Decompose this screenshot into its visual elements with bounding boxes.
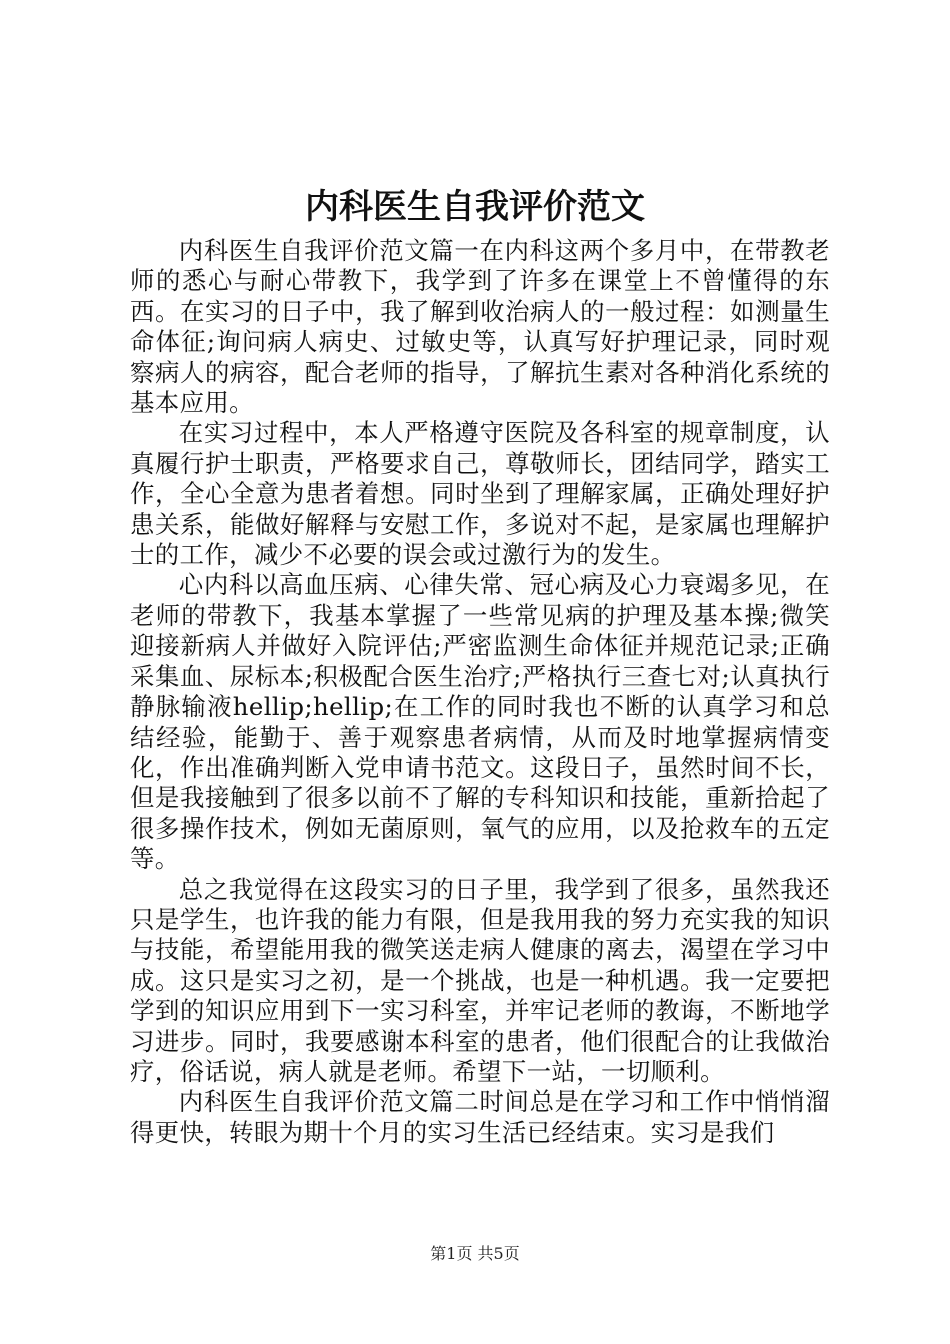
document-title: 内科医生自我评价范文	[305, 187, 645, 227]
paragraph: 在实习过程中，本人严格遵守医院及各科室的规章制度，认真履行护士职责，严格要求自己，尊敬师长，团结同学，踏实工作，全心全意为患者着想。同时坐到了理解家属，正确处理好护患关系，能做好解释与安慰工作，多说对不起，是家属也理解护士的工作，减少不必要的误会或过激行为的发生。	[130, 418, 830, 570]
paragraph: 总之我觉得在这段实习的日子里，我学到了很多，虽然我还只是学生，也许我的能力有限，但是我用我的努力充实我的知识与技能，希望能用我的微笑送走病人健康的离去，渴望在学习中成。这只是实习之初，是一个挑战，也是一种机遇。我一定要把学到的知识应用到下一实习科室，并牢记老师的教诲，不断地学习进步。同时，我要感谢本科室的患者，他们很配合的让我做治疗，俗话说，病人就是老师。希望下一站，一切顺利。	[130, 874, 830, 1086]
paragraph: 心内科以高血压病、心律失常、冠心病及心力衰竭多见，在老师的带教下，我基本掌握了一些常见病的护理及基本操;微笑迎接新病人并做好入院评估;严密监测生命体征并规范记录;正确采集血、尿标本;积极配合医生治疗;严格执行三查七对;认真执行静脉输液hellip;hellip;在工作的同时我也不断的认真学习和总结经验，能勤于、善于观察患者病情，从而及时地掌握病情变化，作出准确判断入党申请书范文。这段日子，虽然时间不长，但是我接触到了很多以前不了解的专科知识和技能，重新拾起了很多操作技术，例如无菌原则，氧气的应用，以及抢救车的五定等。	[130, 570, 830, 874]
paragraph: 内科医生自我评价范文篇二时间总是在学习和工作中悄悄溜得更快，转眼为期十个月的实习生活已经结束。实习是我们	[130, 1087, 830, 1147]
page-number-footer: 第1页 共5页	[430, 1244, 520, 1263]
paragraph: 内科医生自我评价范文篇一在内科这两个多月中，在带教老师的悉心与耐心带教下，我学到了许多在课堂上不曾懂得的东西。在实习的日子中，我了解到收治病人的一般过程：如测量生命体征;询问病人病史、过敏史等，认真写好护理记录，同时观察病人的病容，配合老师的指导，了解抗生素对各种消化系统的基本应用。	[130, 236, 830, 418]
document-body	[130, 236, 830, 1148]
